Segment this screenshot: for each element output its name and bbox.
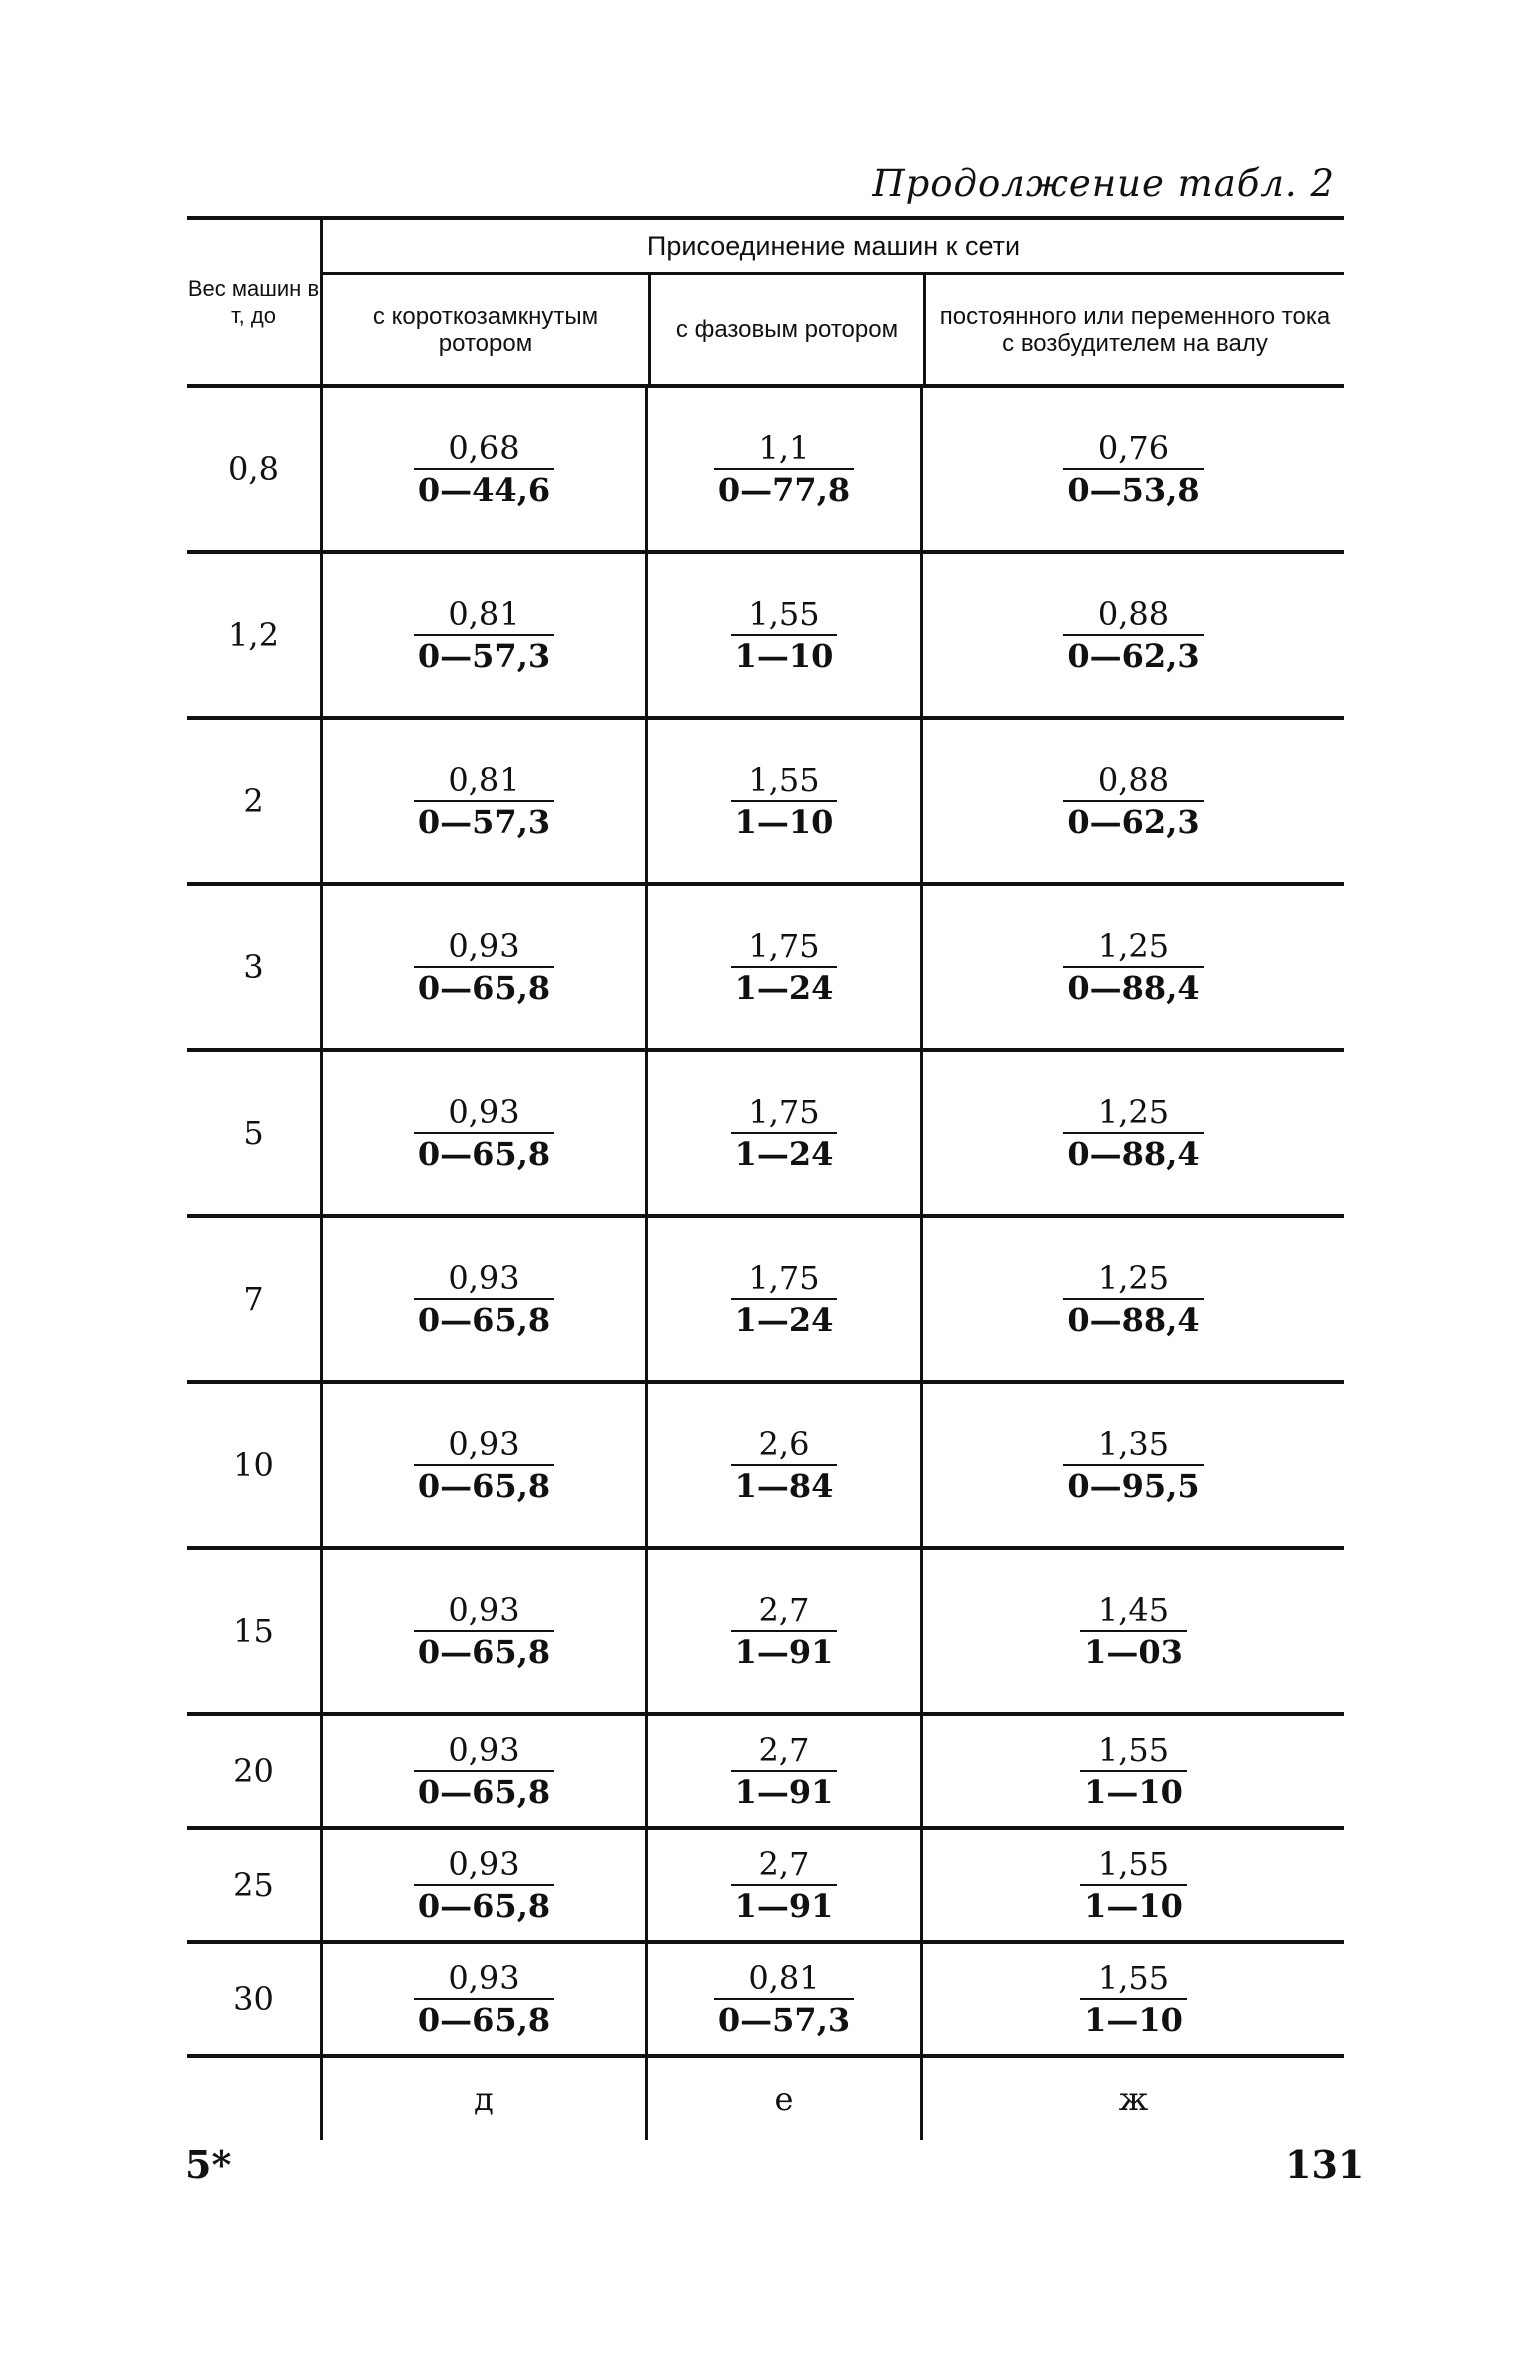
column-header-dc-ac: постоянного или переменного тока с возбудителем на валу	[923, 275, 1344, 384]
table-caption: Продолжение табл. 2	[872, 162, 1335, 205]
fraction-denominator: 0—65,8	[414, 1464, 554, 1506]
fraction-denominator: 1—10	[731, 800, 838, 842]
fraction-denominator: 0—65,8	[414, 1770, 554, 1812]
fraction-numerator: 1,25	[1097, 927, 1170, 965]
value-cell	[320, 1550, 645, 1712]
fraction-denominator: 1—10	[1080, 1770, 1187, 1812]
fraction-numerator: 0,93	[448, 1959, 520, 1997]
fraction-numerator: 0,93	[448, 927, 520, 965]
weight-cell: 7	[243, 1280, 264, 1318]
value-cell	[920, 554, 1344, 716]
value-cell	[320, 1830, 645, 1940]
value-cell	[645, 388, 920, 550]
fraction-denominator: 0—65,8	[414, 1132, 554, 1174]
fraction-denominator: 0—88,4	[1063, 1298, 1203, 1340]
fraction-numerator: 1,55	[1097, 1731, 1170, 1769]
fraction-numerator: 1,45	[1097, 1591, 1170, 1629]
column-header-squirrel-cage: с короткозамкнутым ротором	[372, 302, 599, 357]
fraction-denominator: 0—88,4	[1063, 1132, 1203, 1174]
fraction-numerator: 1,75	[748, 1093, 820, 1131]
fraction-denominator: 1—91	[731, 1630, 838, 1672]
value-cell	[920, 1830, 1344, 1940]
footer-label: д	[320, 2058, 645, 2140]
value-cell	[320, 554, 645, 716]
table-row	[187, 1830, 1344, 1944]
table-row	[187, 1944, 1344, 2058]
group-header: Присоединение машин к сети	[323, 220, 1344, 275]
value-cell	[920, 1716, 1344, 1826]
table-footer	[187, 2058, 1344, 2140]
fraction-denominator: 1—24	[731, 1132, 838, 1174]
value-cell	[645, 1384, 920, 1546]
value-cell	[920, 1550, 1344, 1712]
fraction-denominator: 0—62,3	[1063, 800, 1203, 842]
data-table	[187, 216, 1344, 2140]
value-cell	[920, 1944, 1344, 2054]
value-cell	[645, 1716, 920, 1826]
fraction-numerator: 1,25	[1097, 1259, 1170, 1297]
weight-cell: 2	[243, 782, 264, 820]
fraction-numerator: 1,75	[748, 927, 820, 965]
value-cell	[645, 1550, 920, 1712]
fraction-numerator: 0,93	[448, 1591, 520, 1629]
table-body	[187, 388, 1344, 2058]
fraction-denominator: 0—77,8	[714, 468, 854, 510]
value-cell	[320, 720, 645, 882]
weight-cell: 1,2	[228, 616, 279, 654]
footer-label: е	[645, 2058, 920, 2140]
value-cell	[645, 554, 920, 716]
weight-cell: 3	[243, 948, 264, 986]
footer-label: ж	[920, 2058, 1344, 2140]
value-cell	[645, 1218, 920, 1380]
fraction-numerator: 0,88	[1097, 595, 1170, 633]
table-row	[187, 554, 1344, 720]
fraction-denominator: 0—65,8	[414, 1998, 554, 2040]
value-cell	[320, 388, 645, 550]
fraction-numerator: 2,6	[758, 1425, 810, 1463]
fraction-numerator: 0,93	[448, 1093, 520, 1131]
connection-header	[320, 220, 1344, 384]
fraction-denominator: 1—84	[731, 1464, 838, 1506]
fraction-denominator: 1—10	[1080, 1884, 1187, 1926]
fraction-numerator: 0,81	[448, 761, 520, 799]
weight-cell: 10	[233, 1446, 274, 1484]
value-cell	[920, 720, 1344, 882]
value-cell	[645, 1944, 920, 2054]
weight-column-header: Вес машин в т, до	[187, 276, 320, 328]
fraction-numerator: 1,55	[748, 761, 820, 799]
fraction-denominator: 1—24	[731, 966, 838, 1008]
fraction-numerator: 0,81	[448, 595, 520, 633]
fraction-denominator: 1—91	[731, 1770, 838, 1812]
fraction-denominator: 0—57,3	[414, 800, 554, 842]
fraction-numerator: 1,55	[748, 595, 820, 633]
value-cell	[645, 1830, 920, 1940]
fraction-denominator: 0—65,8	[414, 1298, 554, 1340]
value-cell	[920, 886, 1344, 1048]
page-number: 131	[1285, 2142, 1365, 2187]
weight-cell: 25	[233, 1866, 274, 1904]
fraction-numerator: 1,1	[758, 429, 810, 467]
fraction-denominator: 0—57,3	[714, 1998, 854, 2040]
signature-mark: 5*	[185, 2142, 232, 2187]
fraction-denominator: 1—91	[731, 1884, 838, 1926]
table-row	[187, 388, 1344, 554]
table-row	[187, 1052, 1344, 1218]
table-row	[187, 886, 1344, 1052]
fraction-numerator: 1,25	[1097, 1093, 1170, 1131]
value-cell	[920, 1052, 1344, 1214]
fraction-denominator: 0—95,5	[1063, 1464, 1203, 1506]
value-cell	[920, 1218, 1344, 1380]
fraction-numerator: 0,93	[448, 1731, 520, 1769]
fraction-denominator: 1—10	[731, 634, 838, 676]
fraction-numerator: 1,55	[1097, 1845, 1170, 1883]
fraction-denominator: 0—57,3	[414, 634, 554, 676]
weight-cell: 15	[233, 1612, 274, 1650]
table-row	[187, 1384, 1344, 1550]
fraction-numerator: 1,75	[748, 1259, 820, 1297]
fraction-numerator: 2,7	[758, 1591, 810, 1629]
fraction-denominator: 0—65,8	[414, 1884, 554, 1926]
fraction-denominator: 1—03	[1080, 1630, 1187, 1672]
fraction-numerator: 0,93	[448, 1425, 520, 1463]
value-cell	[645, 1052, 920, 1214]
fraction-denominator: 0—88,4	[1063, 966, 1203, 1008]
fraction-numerator: 0,93	[448, 1259, 520, 1297]
value-cell	[320, 886, 645, 1048]
fraction-numerator: 1,35	[1097, 1425, 1170, 1463]
weight-cell: 5	[243, 1114, 264, 1152]
weight-cell: 0,8	[228, 450, 279, 488]
fraction-numerator: 0,81	[748, 1959, 820, 1997]
fraction-numerator: 0,68	[448, 429, 520, 467]
fraction-numerator: 2,7	[758, 1731, 810, 1769]
fraction-denominator: 0—65,8	[414, 1630, 554, 1672]
table-header	[187, 220, 1344, 388]
fraction-numerator: 2,7	[758, 1845, 810, 1883]
weight-cell: 20	[233, 1752, 274, 1790]
table-row	[187, 1218, 1344, 1384]
fraction-denominator: 0—62,3	[1063, 634, 1203, 676]
value-cell	[320, 1384, 645, 1546]
value-cell	[920, 1384, 1344, 1546]
fraction-numerator: 1,55	[1097, 1959, 1170, 1997]
value-cell	[320, 1052, 645, 1214]
value-cell	[320, 1944, 645, 2054]
value-cell	[320, 1716, 645, 1826]
fraction-denominator: 1—10	[1080, 1998, 1187, 2040]
table-row	[187, 720, 1344, 886]
fraction-numerator: 0,88	[1097, 761, 1170, 799]
fraction-denominator: 0—44,6	[414, 468, 554, 510]
value-cell	[645, 886, 920, 1048]
value-cell	[320, 1218, 645, 1380]
fraction-denominator: 0—65,8	[414, 966, 554, 1008]
value-cell	[645, 720, 920, 882]
table-row	[187, 1716, 1344, 1830]
fraction-numerator: 0,93	[448, 1845, 520, 1883]
value-cell	[920, 388, 1344, 550]
fraction-denominator: 1—24	[731, 1298, 838, 1340]
weight-cell: 30	[233, 1980, 274, 2018]
table-row	[187, 1550, 1344, 1716]
fraction-numerator: 0,76	[1097, 429, 1170, 467]
fraction-denominator: 0—53,8	[1063, 468, 1203, 510]
column-header-wound-rotor: с фазовым ротором	[648, 275, 923, 384]
